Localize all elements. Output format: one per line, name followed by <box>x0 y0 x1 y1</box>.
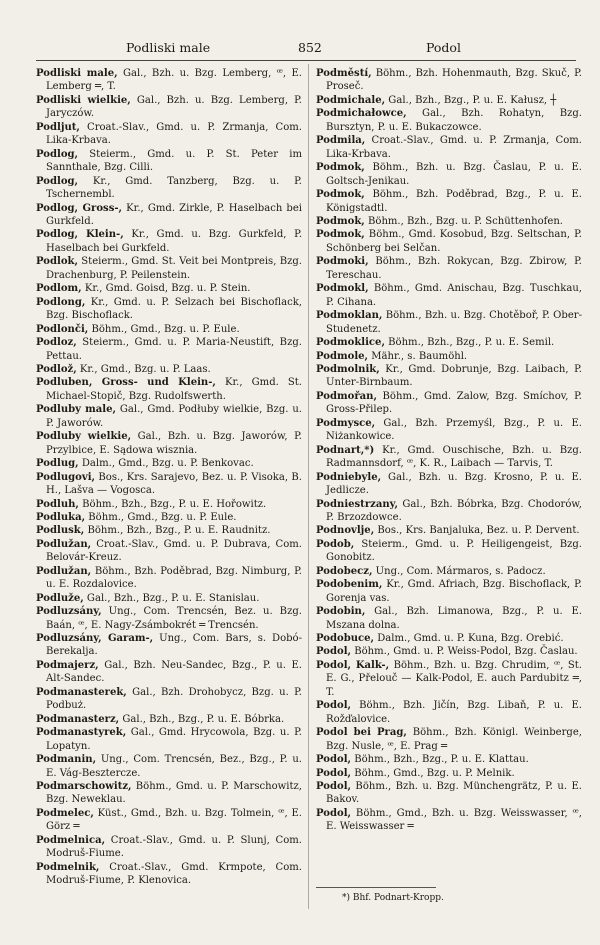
entry-headword: Podměstí, <box>316 68 372 79</box>
entry-headword: Podmanastyrek, <box>36 727 127 739</box>
entry-details: Kr., Gmd. Tanzberg, Bzg. u. P. Tschernembl. <box>46 175 302 201</box>
entry-headword: Podnart,*) <box>316 444 375 456</box>
entry-headword: Podmanasterz, <box>36 713 120 725</box>
gazetteer-entry <box>36 67 302 94</box>
gazetteer-entry <box>36 753 302 780</box>
entry-headword: Podlog, <box>36 148 79 160</box>
gazetteer-entry <box>316 767 582 780</box>
gazetteer-entry <box>316 807 582 834</box>
gazetteer-entry <box>316 417 582 444</box>
entry-details: Croat.-Slav., Gmd. u. P. Zrmanja, Com. Lika-Krbava. <box>326 135 582 160</box>
entry-headword: Podlug, <box>36 458 79 470</box>
entry-details: Gal., Bzh. u. Bzg. Jaworów, P. Przylbice, E. Sądowa wisznia. <box>46 431 302 456</box>
entry-headword: Podluby male, <box>36 404 117 416</box>
entry-details: Bos., Krs. Banjaluka, Bez. u. P. Dervent. <box>374 525 580 537</box>
entry-headword: Podmoklice, <box>316 337 385 349</box>
gazetteer-entry <box>36 175 302 202</box>
entry-headword: Podmok, <box>316 229 365 241</box>
entry-details: Steierm., Gmd. u. P. St. Peter im Sannthale, Bzg. Cilli. <box>46 148 302 174</box>
entry-headword: Podobuce, <box>316 633 375 645</box>
entry-details: Böhm., Bzh., Bzg., P. u. E. Klattau. <box>351 754 529 766</box>
entry-details: Kr., Gmd. Zirkle, P. Haselbach bei Gurkfeld. <box>46 202 302 227</box>
entry-details: Böhm., Bzh. Poděbrad, Bzg., P. u. E. Königstadtl. <box>326 189 582 214</box>
entry-headword: Podmoklan, <box>316 310 383 322</box>
column-divider <box>308 64 309 909</box>
entry-headword: Podol, <box>316 807 352 819</box>
gazetteer-entry <box>316 524 582 537</box>
entry-details: Croat.-Slav., Gmd. u. P. Dubrava, Com. Belovár-Kreuz. <box>46 538 302 564</box>
gazetteer-entry <box>36 296 302 323</box>
entry-details: Ung., Com. Mármaros, s. Padocz. <box>372 565 546 577</box>
entry-details: Gal., Bzh. u. Bzg. Krosno, P. u. E. Jedlicze. <box>326 471 582 497</box>
entry-details: Böhm., Bzh. Königl. Weinberge, Bzg. Nusle, ꟹ, E. Prag ═ <box>326 727 582 752</box>
gazetteer-entry <box>36 430 302 457</box>
gazetteer-entry <box>36 498 302 511</box>
gazetteer-entry <box>36 403 302 430</box>
entry-details: Böhm., Bzh. u. Bzg. Münchengrätz, P. u. E. Bakov. <box>326 781 582 806</box>
entry-headword: Podlužan, <box>36 538 92 550</box>
gazetteer-entry <box>316 699 582 726</box>
entry-details: Gal., Bzh., Bzg., P. u. E. Bóbrka. <box>119 713 285 725</box>
entry-headword: Podliski wielkie, <box>36 94 131 106</box>
entry-details: Kr., Gmd. u. P. Selzach bei Bischoflack, Bzg. Bischoflack. <box>46 296 302 322</box>
entry-details: Dalm., Gmd. u. P. Kuna, Bzg. Orebić. <box>374 633 564 645</box>
gazetteer-entry <box>36 228 302 255</box>
entry-headword: Podlog, Gross-, <box>36 202 123 214</box>
gazetteer-entry <box>36 834 302 861</box>
gazetteer-entry <box>36 713 302 726</box>
gazetteer-entry <box>316 107 582 134</box>
gazetteer-entry <box>316 471 582 498</box>
entry-details: Ung., Com. Trencsén, Bez. u. Bzg. Baán, ꟹ, E. Nagy-Zsámbokrét ═ Trencsén. <box>46 606 302 631</box>
entry-headword: Podmolnik, <box>316 363 380 375</box>
entry-details: Böhm., Gmd., Bzg. u. P. Eule. <box>88 323 240 335</box>
entry-details: Böhm., Bzh. Jičín, Bzg. Libaň, P. u. E. Rožďalovice. <box>326 700 582 725</box>
gazetteer-entry <box>316 578 582 605</box>
gazetteer-entry <box>36 255 302 282</box>
entry-headword: Podlusk, <box>36 525 85 537</box>
gazetteer-entry <box>316 282 582 309</box>
gazetteer-entry <box>316 255 582 282</box>
entry-headword: Podmelnica, <box>36 834 106 846</box>
entry-headword: Podmysce, <box>316 417 376 429</box>
gazetteer-entry <box>36 632 302 659</box>
gazetteer-entry <box>316 94 582 107</box>
gazetteer-entry <box>36 282 302 295</box>
entry-headword: Podol, <box>316 767 352 779</box>
entry-headword: Podluka, <box>36 511 86 523</box>
entry-headword: Podmok, <box>316 189 365 201</box>
entry-headword: Podmichałowce, <box>316 108 407 120</box>
gazetteer-entry <box>36 376 302 403</box>
gazetteer-entry <box>36 861 302 888</box>
gazetteer-entry <box>316 309 582 336</box>
entry-headword: Podmok, <box>316 162 365 174</box>
entry-details: Kr., Gmd. Dobrunje, Bzg. Laibach, P. Unter-Birnbaum. <box>326 363 582 389</box>
entry-headword: Podobin, <box>316 606 366 618</box>
entry-headword: Podmokl, <box>316 283 369 295</box>
entry-headword: Podniestrzany, <box>316 498 399 510</box>
entry-details: Gal., Bzh. Bóbrka, Bzg. Chodorów, P. Brzozdowce. <box>326 498 582 523</box>
entry-headword: Podmole, <box>316 350 369 362</box>
entry-details: Gal., Bzh. Neu-Sandec, Bzg., P. u. E. Alt-Sandec. <box>46 659 302 685</box>
gazetteer-entry <box>316 780 582 807</box>
entry-details: Kr., Gmd. Goisd, Bzg. u. P. Stein. <box>81 283 251 295</box>
gazetteer-entry <box>36 363 302 376</box>
entry-headword: Podlom, <box>36 283 82 295</box>
entry-headword: Podol, <box>316 700 352 712</box>
gazetteer-entry <box>36 323 302 336</box>
gazetteer-entry <box>316 336 582 349</box>
entry-headword: Podobecz, <box>316 565 373 577</box>
entry-headword: Podol, <box>316 646 352 658</box>
entry-headword: Podlok, <box>36 256 78 268</box>
entry-details: Gal., Bzh., Bzg., P. u. E. Stanislau. <box>83 592 260 604</box>
entry-details: Böhm., Gmd., Bzg. u. P. Melnik. <box>351 767 515 779</box>
entry-headword: Podobenim, <box>316 579 383 591</box>
entry-headword: Podmanin, <box>36 754 97 766</box>
gazetteer-entry <box>36 538 302 565</box>
gazetteer-entry <box>316 632 582 645</box>
gazetteer-entry <box>36 202 302 229</box>
gazetteer-entry <box>316 565 582 578</box>
entry-headword: Podmanasterek, <box>36 686 127 698</box>
running-header <box>36 40 576 60</box>
left-column <box>36 67 302 888</box>
entry-headword: Podluzsány, Garam-, <box>36 633 154 645</box>
entry-details: Böhm., Gmd. Kosobud, Bzg. Seltschan, P. Schönberg bei Selčan. <box>326 229 582 254</box>
gazetteer-entry <box>36 457 302 470</box>
gazetteer-entry <box>316 444 582 471</box>
entry-headword: Podluben, Gross- und Klein-, <box>36 377 216 389</box>
entry-details: Böhm., Bzh. Rokycan, Bzg. Zbirow, P. Tereschau. <box>326 256 582 281</box>
entry-headword: Podol bei Prag, <box>316 727 407 739</box>
entry-headword: Podmichale, <box>316 94 386 106</box>
entry-headword: Podmok, <box>316 215 365 227</box>
entry-details: Mähr., s. Baumöhl. <box>368 350 468 362</box>
entry-headword: Podlong, <box>36 296 86 308</box>
gazetteer-entry <box>36 605 302 632</box>
header-right-keyword: Podol <box>426 40 461 55</box>
entry-details: Gal., Gmd. Podłuby wielkie, Bzg. u. P. Jaworów. <box>46 404 302 429</box>
entry-details: Kr., Gmd. St. Michael-Stopič, Bzg. Rudolfswerth. <box>46 377 302 402</box>
entry-headword: Podniebyle, <box>316 471 382 483</box>
entry-headword: Podlužan, <box>36 565 92 577</box>
gazetteer-entry <box>36 94 302 121</box>
gazetteer-entry <box>36 565 302 592</box>
gazetteer-entry <box>316 134 582 161</box>
entry-details: Gal., Bzh. Rohatyn, Bzg. Bursztyn, P. u. E. Bukaczowce. <box>326 108 582 133</box>
entry-headword: Podlonči, <box>36 323 89 335</box>
entry-details: Gal., Bzh. Przemyśl, Bzg., P. u. E. Niżankowice. <box>326 417 582 443</box>
entry-headword: Podlog, Klein-, <box>36 229 124 241</box>
entry-details: Böhm., Bzh., Bzg. u. P. Schüttenhofen. <box>364 215 563 227</box>
entry-details: Steierm., Gmd. St. Veit bei Montpreis, Bzg. Drachenburg, P. Peilenstein. <box>46 256 302 281</box>
entry-details: Böhm., Bzh. Hohenmauth, Bzg. Skuč, P. Proseč. <box>326 68 582 93</box>
entry-details: Steierm., Gmd. u. P. Heiligengeist, Bzg. Gonobitz. <box>326 538 582 564</box>
gazetteer-entry <box>36 686 302 713</box>
entry-details: Böhm., Gmd. u. P. Marschowitz, Bzg. Neweklau. <box>46 781 302 806</box>
entry-details: Böhm., Gmd. Zalow, Bzg. Smíchov, P. Gross-Přilep. <box>326 390 582 416</box>
entry-details: Böhm., Bzh. Poděbrad, Bzg. Nimburg, P. u. E. Rozdalovice. <box>46 565 302 591</box>
entry-headword: Podmořan, <box>316 390 377 402</box>
gazetteer-entry <box>316 350 582 363</box>
entry-details: Böhm., Bzh. u. Bzg. Chrudim, ꟹ, St. E. G., Přelouč — Kalk-Podol, E. auch Pardubitz ═, T. <box>326 659 582 698</box>
entry-headword: Podlož, <box>36 363 77 375</box>
entry-headword: Podljut, <box>36 121 80 133</box>
page-number: 852 <box>298 40 322 55</box>
gazetteer-entry <box>316 753 582 766</box>
gazetteer-entry <box>316 188 582 215</box>
entry-headword: Podmajerz, <box>36 659 99 671</box>
entry-headword: Podol, <box>316 781 352 793</box>
entry-headword: Podmila, <box>316 135 366 147</box>
entry-headword: Podob, <box>316 538 355 550</box>
gazetteer-entry <box>36 121 302 148</box>
entry-details: Böhm., Bzh. u. Bzg. Chotěboř, P. Ober-Studenetz. <box>326 310 582 335</box>
gazetteer-entry <box>36 592 302 605</box>
entry-headword: Podmelec, <box>36 807 94 819</box>
gazetteer-entry <box>36 336 302 363</box>
gazetteer-entry <box>316 498 582 525</box>
entry-details: Croat.-Slav., Gmd. u. P. Zrmanja, Com. Lika-Krbava. <box>46 121 302 147</box>
right-column <box>316 67 582 834</box>
entry-details: Böhm., Bzh., Bzg., P. u. E. Hořowitz. <box>78 498 267 510</box>
entry-headword: Podmelnik, <box>36 861 100 873</box>
entry-details: Gal., Bzh., Bzg., P. u. E. Kałusz, ┼ <box>385 94 557 106</box>
gazetteer-entry <box>36 807 302 834</box>
entry-details: Böhm., Gmd. Anischau, Bzg. Tuschkau, P. Cihana. <box>326 283 582 308</box>
gazetteer-entry <box>316 390 582 417</box>
entry-headword: Podluže, <box>36 592 84 604</box>
entry-details: Kr., Gmd. Afriach, Bzg. Bischoflack, P. Gorenja vas. <box>326 579 582 604</box>
entry-details: Ung., Com. Bars, s. Dobó-Berekalja. <box>46 633 302 658</box>
header-left-keyword: Podliski male <box>126 40 211 55</box>
entry-details: Böhm., Gmd. u. P. Weiss-Podol, Bzg. Časlau. <box>351 646 578 658</box>
entry-details: Küst., Gmd., Bzh. u. Bzg. Tolmein, ꟹ, E. Görz ═ <box>46 807 302 833</box>
gazetteer-entry <box>316 538 582 565</box>
gazetteer-entry <box>316 215 582 228</box>
gazetteer-entry <box>316 67 582 94</box>
gazetteer-entry <box>36 659 302 686</box>
gazetteer-entry <box>316 726 582 753</box>
entry-details: Kr., Gmd., Bzg. u. P. Laas. <box>76 363 211 375</box>
gazetteer-entry <box>36 726 302 753</box>
gazetteer-entry <box>36 471 302 498</box>
gazetteer-entry <box>316 645 582 658</box>
entry-details: Böhm., Bzh., Bzg., P. u. E. Semil. <box>384 337 555 349</box>
entry-headword: Podmoki, <box>316 256 369 268</box>
entry-details: Gal., Gmd. Hrycowola, Bzg. u. P. Lopatyn. <box>46 727 302 752</box>
entry-headword: Podloz, <box>36 337 77 349</box>
entry-headword: Podol, <box>316 754 352 766</box>
entry-details: Böhm., Gmd., Bzh. u. Bzg. Weisswasser, ꟹ, E. Weisswasser ═ <box>326 807 582 833</box>
entry-headword: Podluby wielkie, <box>36 431 132 443</box>
gazetteer-entry <box>36 780 302 807</box>
entry-details: Kr., Gmd. u. Bzg. Gurkfeld, P. Haselbach bei Gurkfeld. <box>46 229 303 254</box>
entry-details: Böhm., Bzh., Bzg., P. u. E. Raudnitz. <box>84 525 271 537</box>
entry-details: Böhm., Bzh. u. Bzg. Časlau, P. u. E. Goltsch-Jenikau. <box>326 162 582 187</box>
entry-details: Gal., Bzh. u. Bzg. Lemberg, P. Jaryczów. <box>46 94 302 120</box>
gazetteer-entry <box>36 148 302 175</box>
entry-details: Steierm., Gmd. u. P. Maria-Neustift, Bzg. Pettau. <box>46 337 302 362</box>
gazetteer-entry <box>316 659 582 699</box>
gazetteer-entry <box>316 363 582 390</box>
gazetteer-entry <box>316 228 582 255</box>
entry-headword: Podliski male, <box>36 68 118 79</box>
entry-headword: Podol, Kalk-, <box>316 659 390 671</box>
gazetteer-entry <box>316 605 582 632</box>
entry-headword: Podmarschowitz, <box>36 781 132 793</box>
gazetteer-entry <box>36 524 302 537</box>
entry-details: Croat.-Slav., Gmd. u. P. Slunj, Com. Modruš-Fiume. <box>46 834 302 860</box>
entry-details: Ung., Com. Trencsén, Bez., Bzg., P. u. E. Vág-Besztercze. <box>46 754 302 779</box>
entry-details: Kr., Gmd. Ouschische, Bzh. u. Bzg. Radmannsdorf, ꟹ, K. R., Laibach — Tarvis, T. <box>326 444 582 470</box>
entry-headword: Podlog, <box>36 175 79 187</box>
entry-details: Böhm., Gmd., Bzg. u. P. Eule. <box>85 511 237 523</box>
entry-details: Gal., Bzh. Drohobycz, Bzg. u. P. Podbuż. <box>46 686 302 712</box>
entry-headword: Podnovlje, <box>316 525 375 537</box>
entry-headword: Podluzsány, <box>36 606 102 618</box>
entry-details: Gal., Bzh. u. Bzg. Lemberg, ꟹ, E. Lemberg ═, T. <box>46 68 302 93</box>
entry-details: Croat.-Slav., Gmd. Krmpote, Com. Modruš-Fiume, P. Klenovica. <box>46 861 302 887</box>
entry-details: Bos., Krs. Sarajevo, Bez. u. P. Visoka, B. H., Lašva — Vogosca. <box>46 471 302 497</box>
gazetteer-entry <box>316 161 582 188</box>
entry-headword: Podluh, <box>36 498 79 510</box>
entry-details: Gal., Bzh. Limanowa, Bzg., P. u. E. Mszana dolna. <box>326 606 582 631</box>
entry-headword: Podlugovi, <box>36 471 96 483</box>
gazetteer-entry <box>36 511 302 524</box>
entry-details: Dalm., Gmd., Bzg. u. P. Benkovac. <box>78 458 254 470</box>
header-rule <box>36 60 576 61</box>
footnote-rule <box>316 887 436 888</box>
footnote: *) Bhf. Podnart-Kropp. <box>342 893 444 903</box>
